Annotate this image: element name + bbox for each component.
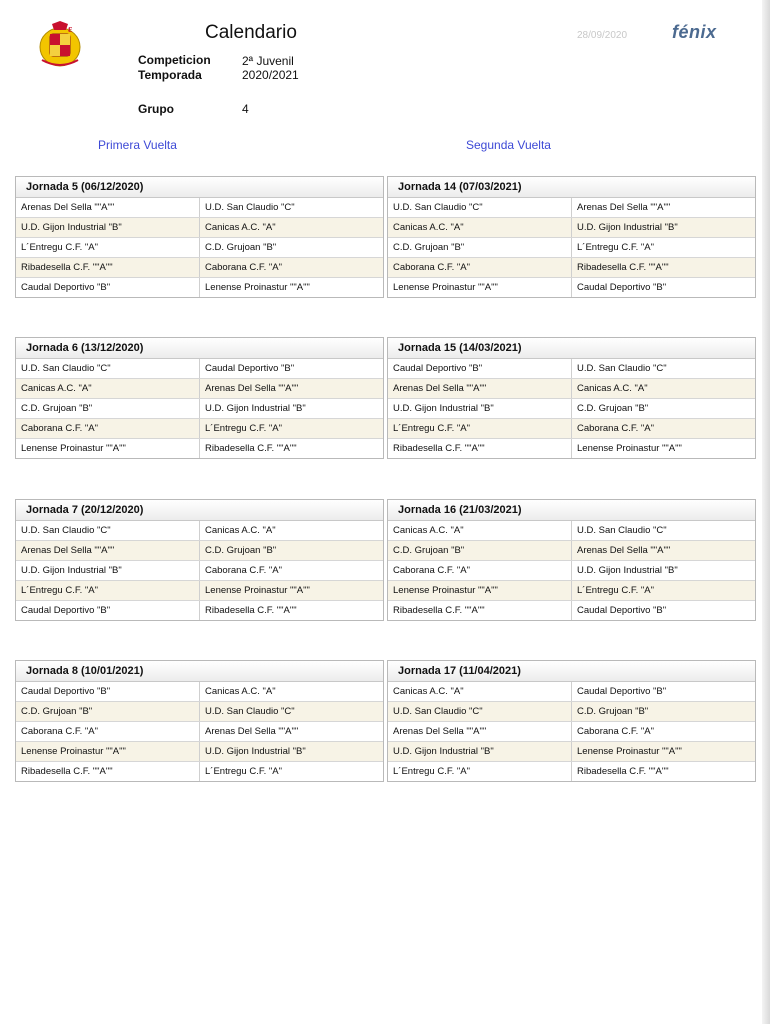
away-team: U.D. Gijon Industrial "B" [577,565,678,576]
round-title: Jornada 8 (10/01/2021) [16,661,383,682]
round-title: Jornada 15 (14/03/2021) [388,338,755,359]
home-team: L´Entregu C.F. "A" [16,581,200,600]
home-team: L´Entregu C.F. "A" [388,419,572,438]
away-team: Arenas Del Sella ""A"" [577,202,671,213]
away-team: Canicas A.C. "A" [577,383,648,394]
home-team: C.D. Grujoan "B" [16,702,200,721]
home-team: Canicas A.C. "A" [388,682,572,701]
page-title: Calendario [205,22,297,43]
home-team: Caudal Deportivo "B" [16,682,200,701]
away-team: Ribadesella C.F. ""A"" [205,443,297,454]
match-row [388,238,755,258]
round-title: Jornada 6 (13/12/2020) [16,338,383,359]
away-team: Caborana C.F. "A" [577,726,654,737]
home-team: Canicas A.C. "A" [388,521,572,540]
home-team: Lenense Proinastur ""A"" [388,278,572,297]
svg-text:ε: ε [68,24,73,35]
home-team: C.D. Grujoan "B" [16,399,200,418]
match-row [16,702,383,722]
brand-logo-text: fénix [672,22,717,42]
match-row [16,278,383,297]
home-team: Caborana C.F. "A" [16,722,200,741]
competition-label: Competicion [138,53,211,67]
federation-crest-logo [38,20,84,68]
home-team: L´Entregu C.F. "A" [16,238,200,257]
away-team: Ribadesella C.F. ""A"" [577,262,669,273]
away-team: Arenas Del Sella ""A"" [205,726,299,737]
match-row [16,399,383,419]
home-team: Lenense Proinastur ""A"" [16,439,200,458]
away-team: Ribadesella C.F. ""A"" [577,766,669,777]
away-team: U.D. Gijon Industrial "B" [205,403,306,414]
away-team: U.D. San Claudio "C" [205,202,295,213]
away-team: Lenense Proinastur ""A"" [577,746,682,757]
away-team: Lenense Proinastur ""A"" [205,282,310,293]
match-row [16,561,383,581]
home-team: Arenas Del Sella ""A"" [388,379,572,398]
away-team: Caudal Deportivo "B" [577,605,667,616]
home-team: U.D. San Claudio "C" [16,521,200,540]
match-row [388,399,755,419]
away-team: Ribadesella C.F. ""A"" [205,605,297,616]
away-team: L´Entregu C.F. "A" [577,585,654,596]
round-table [387,660,756,782]
home-team: U.D. Gijon Industrial "B" [388,742,572,761]
round-table [387,337,756,459]
match-row [388,762,755,781]
home-team: Ribadesella C.F. ""A"" [388,601,572,620]
match-row [16,258,383,278]
round-title: Jornada 7 (20/12/2020) [16,500,383,521]
round-table [387,176,756,298]
home-team: Caborana C.F. "A" [16,419,200,438]
home-team: U.D. Gijon Industrial "B" [16,218,200,237]
home-team: Ribadesella C.F. ""A"" [16,762,200,781]
match-row [388,521,755,541]
match-row [16,601,383,620]
home-team: Caudal Deportivo "B" [16,278,200,297]
home-team: Lenense Proinastur ""A"" [16,742,200,761]
match-row [388,742,755,762]
round-title: Jornada 16 (21/03/2021) [388,500,755,521]
match-row [16,541,383,561]
home-team: Caudal Deportivo "B" [388,359,572,378]
second-leg-heading: Segunda Vuelta [466,138,551,152]
page-edge-shadow [762,0,770,1024]
home-team: L´Entregu C.F. "A" [388,762,572,781]
home-team: Canicas A.C. "A" [388,218,572,237]
away-team: Lenense Proinastur ""A"" [205,585,310,596]
match-row [388,702,755,722]
match-row [16,238,383,258]
match-row [16,682,383,702]
away-team: Caborana C.F. "A" [205,565,282,576]
home-team: Caborana C.F. "A" [388,258,572,277]
first-leg-heading: Primera Vuelta [98,138,177,152]
match-row [388,722,755,742]
group-label: Grupo [138,102,174,116]
round-table [15,660,384,782]
match-row [16,762,383,781]
away-team: Arenas Del Sella ""A"" [577,545,671,556]
away-team: Caudal Deportivo "B" [577,282,667,293]
home-team: U.D. Gijon Industrial "B" [388,399,572,418]
home-team: Ribadesella C.F. ""A"" [16,258,200,277]
away-team: L´Entregu C.F. "A" [577,242,654,253]
round-table [387,499,756,621]
match-row [388,198,755,218]
home-team: Canicas A.C. "A" [16,379,200,398]
away-team: Caborana C.F. "A" [577,423,654,434]
away-team: C.D. Grujoan "B" [577,403,649,414]
away-team: Canicas A.C. "A" [205,222,276,233]
home-team: Arenas Del Sella ""A"" [16,198,200,217]
away-team: C.D. Grujoan "B" [205,242,277,253]
season-label: Temporada [138,68,202,82]
match-row [16,521,383,541]
group-value: 4 [242,102,249,116]
away-team: U.D. Gijon Industrial "B" [205,746,306,757]
match-row [388,278,755,297]
match-row [388,561,755,581]
round-table [15,176,384,298]
away-team: Caudal Deportivo "B" [205,363,295,374]
competition-value: 2ª Juvenil [242,54,294,68]
away-team: Caudal Deportivo "B" [577,686,667,697]
home-team: Ribadesella C.F. ""A"" [388,439,572,458]
away-team: Lenense Proinastur ""A"" [577,443,682,454]
away-team: U.D. San Claudio "C" [577,363,667,374]
away-team: Canicas A.C. "A" [205,686,276,697]
away-team: Caborana C.F. "A" [205,262,282,273]
away-team: U.D. San Claudio "C" [577,525,667,536]
match-row [16,722,383,742]
home-team: Lenense Proinastur ""A"" [388,581,572,600]
match-row [388,258,755,278]
match-row [388,581,755,601]
round-title: Jornada 17 (11/04/2021) [388,661,755,682]
home-team: Arenas Del Sella ""A"" [16,541,200,560]
away-team: Canicas A.C. "A" [205,525,276,536]
home-team: U.D. San Claudio "C" [388,702,572,721]
print-date: 28/09/2020 [577,30,628,41]
season-value: 2020/2021 [242,68,299,82]
round-title: Jornada 14 (07/03/2021) [388,177,755,198]
match-row [388,439,755,458]
away-team: L´Entregu C.F. "A" [205,423,282,434]
home-team: Caborana C.F. "A" [388,561,572,580]
home-team: U.D. San Claudio "C" [16,359,200,378]
home-team: Caudal Deportivo "B" [16,601,200,620]
home-team: C.D. Grujoan "B" [388,541,572,560]
match-row [388,359,755,379]
match-row [16,218,383,238]
round-title: Jornada 5 (06/12/2020) [16,177,383,198]
away-team: U.D. San Claudio "C" [205,706,295,717]
match-row [16,439,383,458]
match-row [16,742,383,762]
away-team: Arenas Del Sella ""A"" [205,383,299,394]
match-row [16,581,383,601]
away-team: L´Entregu C.F. "A" [205,766,282,777]
home-team: U.D. Gijon Industrial "B" [16,561,200,580]
match-row [16,419,383,439]
match-row [16,359,383,379]
away-team: C.D. Grujoan "B" [205,545,277,556]
match-row [16,379,383,399]
round-table [15,337,384,459]
away-team: U.D. Gijon Industrial "B" [577,222,678,233]
away-team: C.D. Grujoan "B" [577,706,649,717]
match-row [388,218,755,238]
home-team: C.D. Grujoan "B" [388,238,572,257]
match-row [388,419,755,439]
match-row [388,682,755,702]
match-row [16,198,383,218]
home-team: Arenas Del Sella ""A"" [388,722,572,741]
match-row [388,379,755,399]
round-table [15,499,384,621]
match-row [388,541,755,561]
match-row [388,601,755,620]
home-team: U.D. San Claudio "C" [388,198,572,217]
